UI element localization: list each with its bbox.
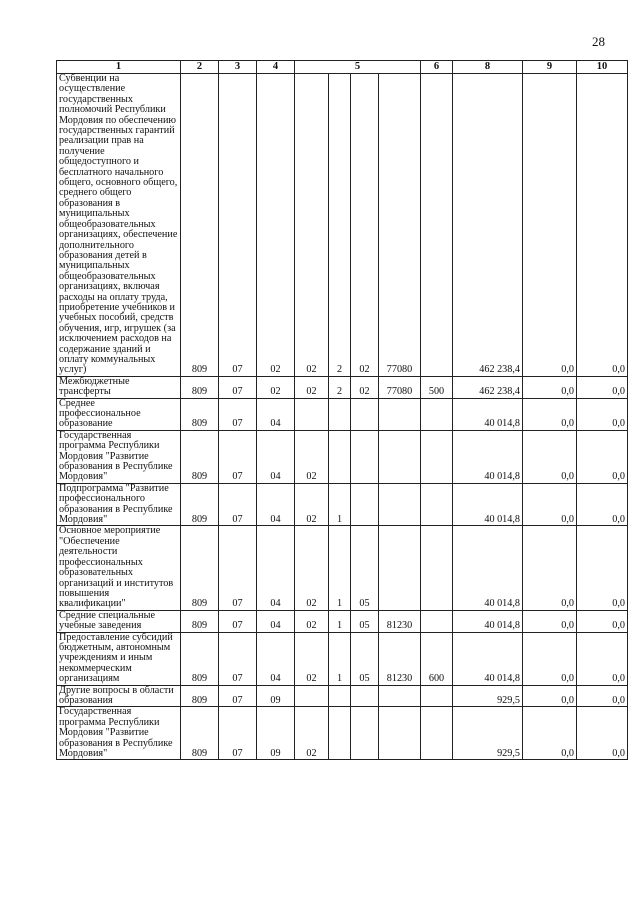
cell-expense-type: 500 bbox=[421, 376, 453, 398]
cell-direction bbox=[379, 430, 421, 483]
table-row bbox=[57, 632, 628, 685]
cell-expense-type bbox=[421, 526, 453, 610]
cell-subprogram bbox=[329, 707, 351, 760]
cell-subsection: 04 bbox=[257, 526, 295, 610]
cell-activity bbox=[351, 685, 379, 707]
cell-name: Подпрограмма "Развитие профессионального образования в Республике Мордовия" bbox=[57, 483, 181, 526]
cell-ministry: 809 bbox=[181, 430, 219, 483]
header-row bbox=[57, 61, 628, 74]
cell-section: 07 bbox=[219, 483, 257, 526]
cell-subprogram: 2 bbox=[329, 376, 351, 398]
cell-program: 02 bbox=[295, 526, 329, 610]
cell-ministry: 809 bbox=[181, 74, 219, 377]
cell-direction bbox=[379, 685, 421, 707]
cell-activity: 02 bbox=[351, 376, 379, 398]
cell-activity bbox=[351, 398, 379, 430]
cell-subprogram bbox=[329, 685, 351, 707]
cell-program bbox=[295, 398, 329, 430]
cell-section: 07 bbox=[219, 526, 257, 610]
table-row bbox=[57, 610, 628, 632]
cell-expense-type bbox=[421, 610, 453, 632]
cell-ministry: 809 bbox=[181, 685, 219, 707]
cell-col10: 0,0 bbox=[577, 483, 628, 526]
cell-name: Государственная программа Республики Мордовия "Развитие образования в Республике Мордовия" bbox=[57, 430, 181, 483]
header-col-6: 6 bbox=[421, 61, 453, 74]
cell-subsection: 04 bbox=[257, 632, 295, 685]
cell-col9: 0,0 bbox=[523, 526, 577, 610]
cell-expense-type bbox=[421, 398, 453, 430]
cell-col10: 0,0 bbox=[577, 398, 628, 430]
cell-section: 07 bbox=[219, 398, 257, 430]
cell-name: Основное мероприятие "Обеспечение деятельности профессиональных образовательных организаций и институтов повышения квалификации" bbox=[57, 526, 181, 610]
cell-expense-type bbox=[421, 430, 453, 483]
cell-col10: 0,0 bbox=[577, 74, 628, 377]
cell-subprogram: 1 bbox=[329, 526, 351, 610]
cell-subsection: 09 bbox=[257, 707, 295, 760]
cell-amount: 40 014,8 bbox=[453, 483, 523, 526]
table-row bbox=[57, 707, 628, 760]
cell-subsection: 04 bbox=[257, 610, 295, 632]
cell-col9: 0,0 bbox=[523, 685, 577, 707]
header-col-5: 5 bbox=[295, 61, 421, 74]
cell-direction bbox=[379, 526, 421, 610]
cell-col9: 0,0 bbox=[523, 610, 577, 632]
cell-direction bbox=[379, 707, 421, 760]
cell-amount: 40 014,8 bbox=[453, 430, 523, 483]
cell-col9: 0,0 bbox=[523, 74, 577, 377]
cell-name: Межбюджетные трансферты bbox=[57, 376, 181, 398]
cell-ministry: 809 bbox=[181, 483, 219, 526]
cell-name: Средние специальные учебные заведения bbox=[57, 610, 181, 632]
cell-col10: 0,0 bbox=[577, 685, 628, 707]
cell-amount: 462 238,4 bbox=[453, 74, 523, 377]
cell-ministry: 809 bbox=[181, 632, 219, 685]
cell-col9: 0,0 bbox=[523, 707, 577, 760]
cell-ministry: 809 bbox=[181, 398, 219, 430]
cell-expense-type bbox=[421, 685, 453, 707]
cell-expense-type: 600 bbox=[421, 632, 453, 685]
cell-expense-type bbox=[421, 707, 453, 760]
table-row bbox=[57, 526, 628, 610]
header-col-4: 4 bbox=[257, 61, 295, 74]
cell-program: 02 bbox=[295, 376, 329, 398]
cell-amount: 929,5 bbox=[453, 707, 523, 760]
cell-subprogram: 1 bbox=[329, 483, 351, 526]
cell-col10: 0,0 bbox=[577, 430, 628, 483]
cell-section: 07 bbox=[219, 430, 257, 483]
cell-col9: 0,0 bbox=[523, 483, 577, 526]
cell-amount: 40 014,8 bbox=[453, 610, 523, 632]
budget-table bbox=[56, 60, 628, 760]
cell-name: Другие вопросы в области образования bbox=[57, 685, 181, 707]
table-row bbox=[57, 398, 628, 430]
cell-activity: 02 bbox=[351, 74, 379, 377]
cell-section: 07 bbox=[219, 610, 257, 632]
cell-direction: 81230 bbox=[379, 610, 421, 632]
cell-col10: 0,0 bbox=[577, 526, 628, 610]
cell-ministry: 809 bbox=[181, 376, 219, 398]
cell-subprogram bbox=[329, 430, 351, 483]
cell-amount: 40 014,8 bbox=[453, 526, 523, 610]
cell-program: 02 bbox=[295, 483, 329, 526]
table-row bbox=[57, 74, 628, 377]
cell-activity bbox=[351, 707, 379, 760]
cell-direction bbox=[379, 483, 421, 526]
cell-activity: 05 bbox=[351, 632, 379, 685]
header-col-1: 1 bbox=[57, 61, 181, 74]
cell-col10: 0,0 bbox=[577, 707, 628, 760]
cell-activity: 05 bbox=[351, 526, 379, 610]
cell-amount: 462 238,4 bbox=[453, 376, 523, 398]
cell-section: 07 bbox=[219, 685, 257, 707]
cell-subsection: 04 bbox=[257, 398, 295, 430]
header-col-9: 9 bbox=[523, 61, 577, 74]
cell-activity bbox=[351, 430, 379, 483]
cell-expense-type bbox=[421, 74, 453, 377]
table-row bbox=[57, 483, 628, 526]
cell-col9: 0,0 bbox=[523, 430, 577, 483]
header-col-3: 3 bbox=[219, 61, 257, 74]
cell-section: 07 bbox=[219, 376, 257, 398]
cell-program: 02 bbox=[295, 74, 329, 377]
cell-direction: 77080 bbox=[379, 74, 421, 377]
header-col-8: 8 bbox=[453, 61, 523, 74]
table-row bbox=[57, 685, 628, 707]
cell-name: Среднее профессиональное образование bbox=[57, 398, 181, 430]
cell-col10: 0,0 bbox=[577, 610, 628, 632]
cell-amount: 40 014,8 bbox=[453, 398, 523, 430]
cell-program bbox=[295, 685, 329, 707]
cell-direction bbox=[379, 398, 421, 430]
cell-section: 07 bbox=[219, 707, 257, 760]
cell-subsection: 02 bbox=[257, 74, 295, 377]
cell-ministry: 809 bbox=[181, 610, 219, 632]
page-number: 28 bbox=[592, 34, 605, 49]
cell-program: 02 bbox=[295, 610, 329, 632]
cell-subsection: 02 bbox=[257, 376, 295, 398]
cell-subprogram bbox=[329, 398, 351, 430]
cell-name: Государственная программа Республики Мордовия "Развитие образования в Республике Мордовия" bbox=[57, 707, 181, 760]
cell-subsection: 04 bbox=[257, 430, 295, 483]
cell-program: 02 bbox=[295, 707, 329, 760]
cell-activity: 05 bbox=[351, 610, 379, 632]
cell-col10: 0,0 bbox=[577, 632, 628, 685]
cell-amount: 40 014,8 bbox=[453, 632, 523, 685]
cell-subsection: 09 bbox=[257, 685, 295, 707]
cell-program: 02 bbox=[295, 632, 329, 685]
cell-col10: 0,0 bbox=[577, 376, 628, 398]
table-row bbox=[57, 430, 628, 483]
header-col-10: 10 bbox=[577, 61, 628, 74]
cell-subprogram: 1 bbox=[329, 632, 351, 685]
header-col-2: 2 bbox=[181, 61, 219, 74]
cell-col9: 0,0 bbox=[523, 398, 577, 430]
cell-program: 02 bbox=[295, 430, 329, 483]
cell-name: Субвенции на осуществление государственных полномочий Республики Мордовия по обеспечению государственных гарантий реализации прав на получение общедоступного и бесплатного начального общего, основного общего, среднего общего образования в муниципальных общеобразовательных организациях, обеспечение дополнительного образования детей в муниципальных общеобразовательных организациях, включая расходы на оплату труда, приобретение учебников и учебных пособий, средств обучения, игр, игрушек (за исключением расходов на содержание зданий и оплату коммунальных услуг) bbox=[57, 74, 181, 377]
table-row bbox=[57, 376, 628, 398]
cell-subsection: 04 bbox=[257, 483, 295, 526]
cell-section: 07 bbox=[219, 74, 257, 377]
cell-name: Предоставление субсидий бюджетным, автономным учреждениям и иным некоммерческим организациям bbox=[57, 632, 181, 685]
cell-activity bbox=[351, 483, 379, 526]
cell-section: 07 bbox=[219, 632, 257, 685]
cell-direction: 77080 bbox=[379, 376, 421, 398]
cell-col9: 0,0 bbox=[523, 376, 577, 398]
cell-subprogram: 1 bbox=[329, 610, 351, 632]
cell-col9: 0,0 bbox=[523, 632, 577, 685]
cell-amount: 929,5 bbox=[453, 685, 523, 707]
cell-ministry: 809 bbox=[181, 707, 219, 760]
cell-expense-type bbox=[421, 483, 453, 526]
cell-subprogram: 2 bbox=[329, 74, 351, 377]
cell-ministry: 809 bbox=[181, 526, 219, 610]
cell-direction: 81230 bbox=[379, 632, 421, 685]
